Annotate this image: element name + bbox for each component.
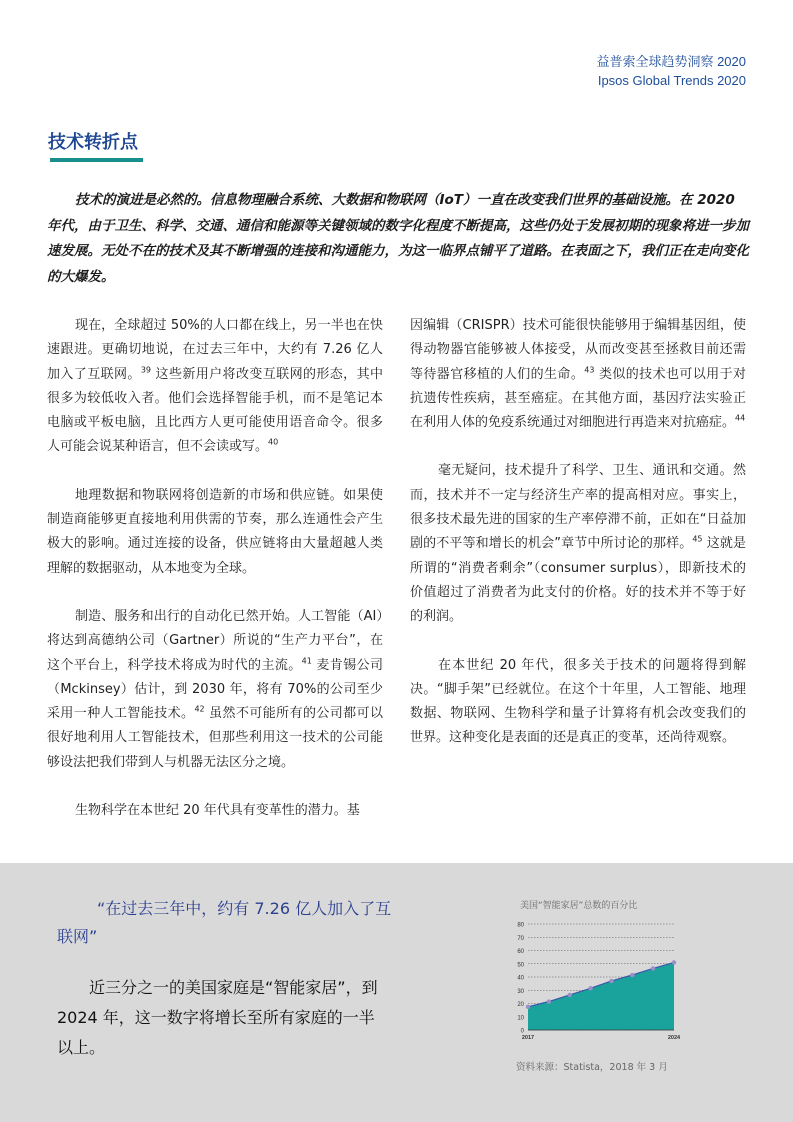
y-tick-label: 50: [517, 962, 524, 969]
chart-title: 美国“智能家居”总数的百分比: [520, 901, 638, 911]
smart-home-area-chart: [510, 918, 680, 1048]
footnote-ref: 45: [692, 535, 703, 545]
report-title-en: Ipsos Global Trends 2020: [597, 73, 746, 88]
footnote-ref: 44: [735, 413, 746, 423]
y-tick-label: 20: [517, 1002, 524, 1008]
pull-quote: “在过去三年中，约有 7.26 亿人加入了互联网”: [57, 899, 392, 946]
y-tick-label: 40: [517, 975, 524, 982]
footnote-ref: 39: [140, 365, 152, 375]
y-tick-label: 10: [517, 1015, 524, 1022]
y-tick-label: 80: [517, 922, 524, 929]
data-point: [568, 993, 572, 997]
x-tick-label: 2024: [667, 1035, 680, 1041]
section-title: 技术转折点: [48, 132, 138, 153]
footnote-ref: 43: [584, 365, 595, 375]
footnote-ref: 41: [301, 656, 312, 666]
x-tick-label: 2017: [521, 1035, 535, 1041]
left-paragraph-3: 制造、服务和出行的自动化已然开始。人工智能（AI）将达到高德纳公司（Gartner）所说的“生产力平台”，在这个平台上，科学技术将成为时代的主流。$^{41}$ 麦肯锡公司（Mckinsey）估计，到 2030 年，将有 70%的公司至少采用一种人工智能技术。$^{42}$ 虽然不可能所有的公司都可以很好地利用人工智能技术，但那些利用这一技术的公司能够设法把我们带到人与机器无法区分之境。: [47, 608, 383, 770]
y-tick-label: 30: [517, 988, 524, 995]
left-column: [47, 314, 383, 847]
data-point: [526, 1005, 530, 1009]
y-tick-label: 70: [517, 935, 524, 942]
footnote-ref: 42: [194, 704, 205, 714]
data-point: [672, 960, 676, 964]
y-tick-label: 60: [517, 949, 524, 955]
right-paragraph-1: 因编辑（CRISPR）技术可能很快能够用于编辑基因组，使得动物器官能够被人体接受，从而改变甚至拯救目前还需等待器官移植的人们的生命。$^{43}$ 类似的技术也可以用于对抗遗传性疾病，甚至癌症。在其他方面，基因疗法实验正在利用人体的免疫系统通过对细胞进行再造来对抗癌症。$^{44}$: [410, 318, 746, 431]
data-point: [609, 979, 613, 983]
data-point: [630, 973, 634, 977]
right-paragraph-3: 在本世纪 20 年代，很多关于技术的问题将得到解决。“脚手架”已经就位。在这个十年里，人工智能、地理数据、物联网、生物科学和量子计算将有机会改变我们的世界。这种变化是表面的还是真正的变革，还尚待观察。: [410, 657, 746, 746]
report-title-cn: 益普索全球趋势洞察 2020: [596, 54, 746, 69]
right-column: [410, 314, 746, 775]
right-paragraph-2: 毫无疑问，技术提升了科学、卫生、通讯和交通。然而，技术并不一定与经济生产率的提高相对应。事实上，很多技术最先进的国家的生产率停滞不前，正如在“日益加剧的不平等和增长的机会”章节中所讨论的那样。$^{45}$ 这就是所谓的“消费者剩余”（consumer surplus），即新技术的价值超过了消费者为此支付的价格。好的技术并不等于好的利润。: [410, 463, 746, 625]
left-paragraph-1: 现在，全球超过 50%的人口都在线上，另一半也在快速跟进。更确切地说，在过去三年中，大约有 7.26 亿人加入了互联网。$^{39}$ 这些新用户将改变互联网的形态，其中很多为较低收入者。他们会选择智能手机，而不是笔记本电脑或平板电脑，且比西方人更可能使用语音命令。很多人可能会说某种语言，但不会读或写。$^{40}$: [47, 318, 383, 455]
report-header: [596, 52, 746, 90]
stat-callout: 近三分之一的美国家庭是“智能家居”，到 2024 年，这一数字将增长至所有家庭的一半以上。: [57, 978, 378, 1057]
data-point: [547, 999, 551, 1003]
title-underline: [50, 158, 143, 162]
left-paragraph-2: 地理数据和物联网将创造新的市场和供应链。如果使制造商能够更直接地利用供需的节奏，那么连通性会产生极大的影响。通过连接的设备，供应链将由大量超越人类理解的数据驱动，从本地变为全球。: [47, 487, 383, 576]
data-point: [651, 966, 655, 970]
area-fill: [528, 962, 674, 1030]
chart-source: 资料来源：Statista，2018 年 3 月: [516, 1062, 668, 1073]
y-tick-label: 0: [520, 1028, 524, 1035]
left-paragraph-4: 生物科学在本世纪 20 年代具有变革性的潜力。基: [75, 803, 360, 819]
footnote-ref: 40: [268, 438, 279, 448]
data-point: [588, 986, 592, 990]
lead-paragraph: 技术的演进是必然的。信息物理融合系统、大数据和物联网（IoT）一直在改变我们世界的基础设施。在 2020 年代，由于卫生、科学、交通、通信和能源等关键领域的数字化程度不断提高，这些仍处于发展初期的现象将进一步加速发展。无处不在的技术及其不断增强的连接和沟通能力，为这一临界点铺平了道路。在表面之下，我们正在走向变化的大爆发。: [47, 192, 749, 285]
